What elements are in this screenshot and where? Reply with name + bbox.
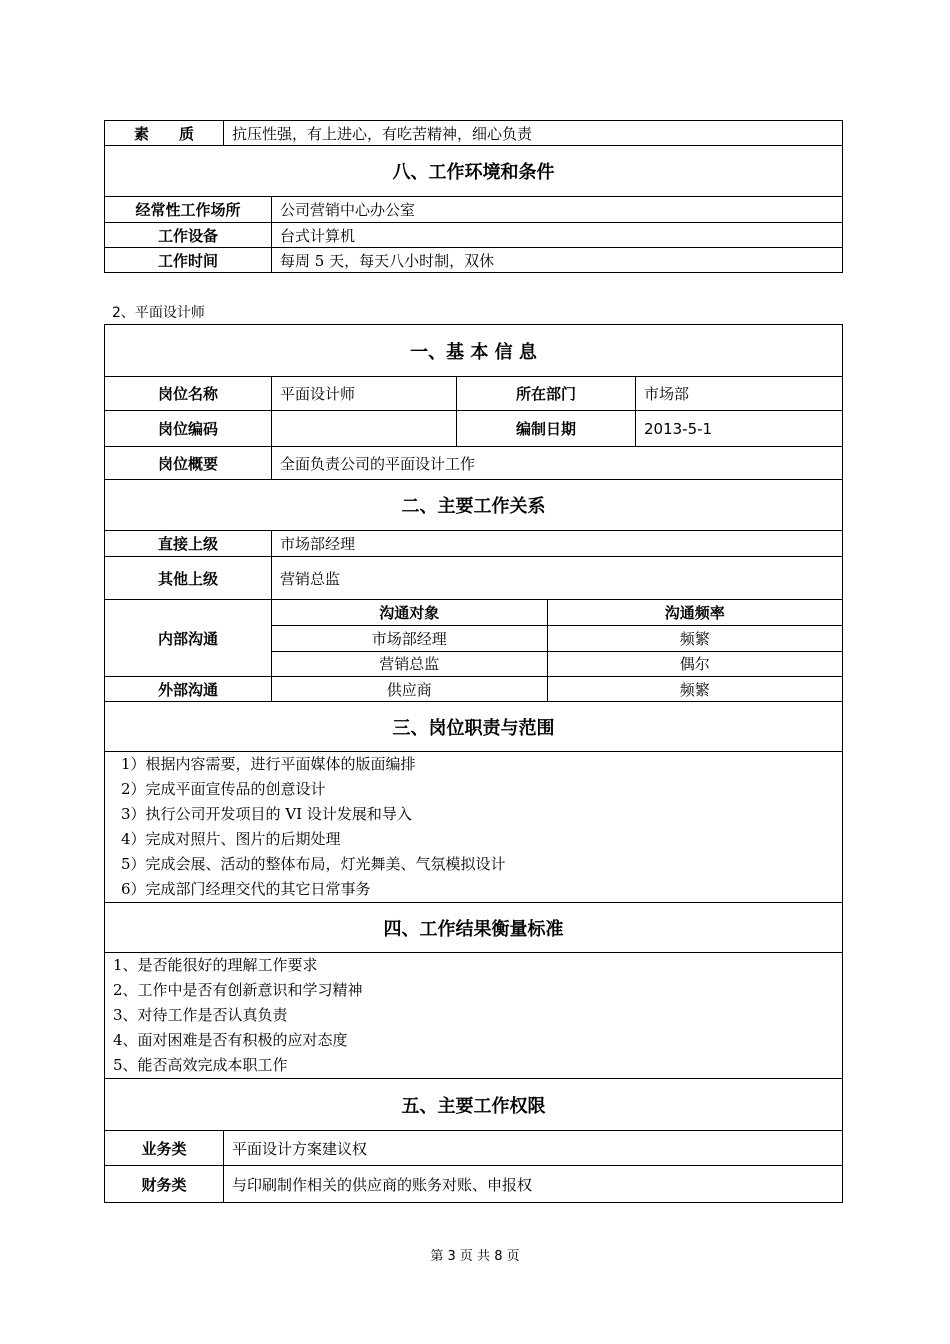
environment-table — [104, 120, 843, 273]
internal-object: 市场部经理 — [272, 625, 547, 651]
workplace-label: 经常性工作场所 — [105, 197, 272, 223]
other-superior-value: 营销总监 — [272, 557, 843, 600]
section-5-title: 五、主要工作权限 — [105, 1079, 843, 1131]
position-name-value: 平面设计师 — [272, 377, 457, 411]
position-name-label: 岗位名称 — [105, 377, 272, 411]
duty-item: 5）完成会展、活动的整体布局，灯光舞美、气氛模拟设计 — [121, 855, 506, 873]
worktime-value: 每周 5 天，每天八小时制，双休 — [272, 248, 843, 273]
standard-item: 1、是否能很好的理解工作要求 — [113, 956, 318, 974]
duties-list — [105, 752, 843, 903]
standards-list — [105, 953, 843, 1079]
section-4-title: 四、工作结果衡量标准 — [105, 903, 843, 953]
page-footer: 第 3 页 共 8 页 — [430, 1249, 520, 1264]
workplace-value: 公司营销中心办公室 — [272, 197, 843, 223]
date-value: 2013-5-1 — [636, 411, 843, 447]
business-value: 平面设计方案建议权 — [224, 1131, 843, 1166]
section-3-title: 三、岗位职责与范围 — [105, 702, 843, 752]
standard-item: 2、工作中是否有创新意识和学习精神 — [113, 981, 363, 999]
business-label: 业务类 — [105, 1131, 224, 1166]
section-8-title: 八、工作环境和条件 — [105, 146, 843, 197]
duty-item: 1）根据内容需要，进行平面媒体的版面编排 — [121, 755, 416, 773]
standard-item: 4、面对困难是否有积极的应对态度 — [113, 1031, 348, 1049]
internal-freq: 频繁 — [547, 625, 842, 651]
summary-label: 岗位概要 — [105, 447, 272, 480]
direct-superior-value: 市场部经理 — [272, 531, 843, 557]
internal-freq: 偶尔 — [547, 651, 842, 676]
quality-value: 抗压性强，有上进心，有吃苦精神，细心负责 — [224, 121, 843, 146]
direct-superior-label: 直接上级 — [105, 531, 272, 557]
duty-item: 4）完成对照片、图片的后期处理 — [121, 830, 341, 848]
internal-comm-cell — [272, 600, 843, 677]
section-1-title: 一、基 本 信 息 — [105, 325, 843, 377]
finance-value: 与印刷制作相关的供应商的账务对账、申报权 — [224, 1166, 843, 1203]
position-code-label: 岗位编码 — [105, 411, 272, 447]
comm-freq-header: 沟通频率 — [547, 600, 842, 625]
duty-item: 2）完成平面宣传品的创意设计 — [121, 780, 326, 798]
external-comm-label: 外部沟通 — [105, 677, 272, 702]
standard-item: 5、能否高效完成本职工作 — [113, 1056, 288, 1074]
finance-label: 财务类 — [105, 1166, 224, 1203]
worktime-label: 工作时间 — [105, 248, 272, 273]
standard-item: 3、对待工作是否认真负责 — [113, 1006, 288, 1024]
comm-object-header: 沟通对象 — [272, 600, 547, 625]
equipment-value: 台式计算机 — [272, 223, 843, 248]
internal-object: 营销总监 — [379, 655, 440, 674]
duty-item: 6）完成部门经理交代的其它日常事务 — [121, 880, 371, 898]
external-freq: 频繁 — [547, 677, 842, 701]
duty-item: 3）执行公司开发项目的 VI 设计发展和导入 — [121, 805, 412, 823]
position-code-value — [272, 411, 457, 447]
external-comm-table — [272, 677, 842, 701]
section-2-title: 二、主要工作关系 — [105, 480, 843, 531]
department-value: 市场部 — [636, 377, 843, 411]
internal-comm-table — [272, 600, 842, 676]
section-heading: 2、平面设计师 — [112, 305, 205, 321]
internal-comm-label: 内部沟通 — [105, 600, 272, 677]
date-label: 编制日期 — [457, 411, 636, 447]
external-comm-cell — [272, 677, 843, 702]
equipment-label: 工作设备 — [105, 223, 272, 248]
other-superior-label: 其他上级 — [105, 557, 272, 600]
department-label: 所在部门 — [457, 377, 636, 411]
summary-value: 全面负责公司的平面设计工作 — [272, 447, 843, 480]
quality-label: 素 质 — [105, 121, 224, 146]
external-object: 供应商 — [386, 680, 432, 699]
job-description-table — [104, 324, 843, 1203]
